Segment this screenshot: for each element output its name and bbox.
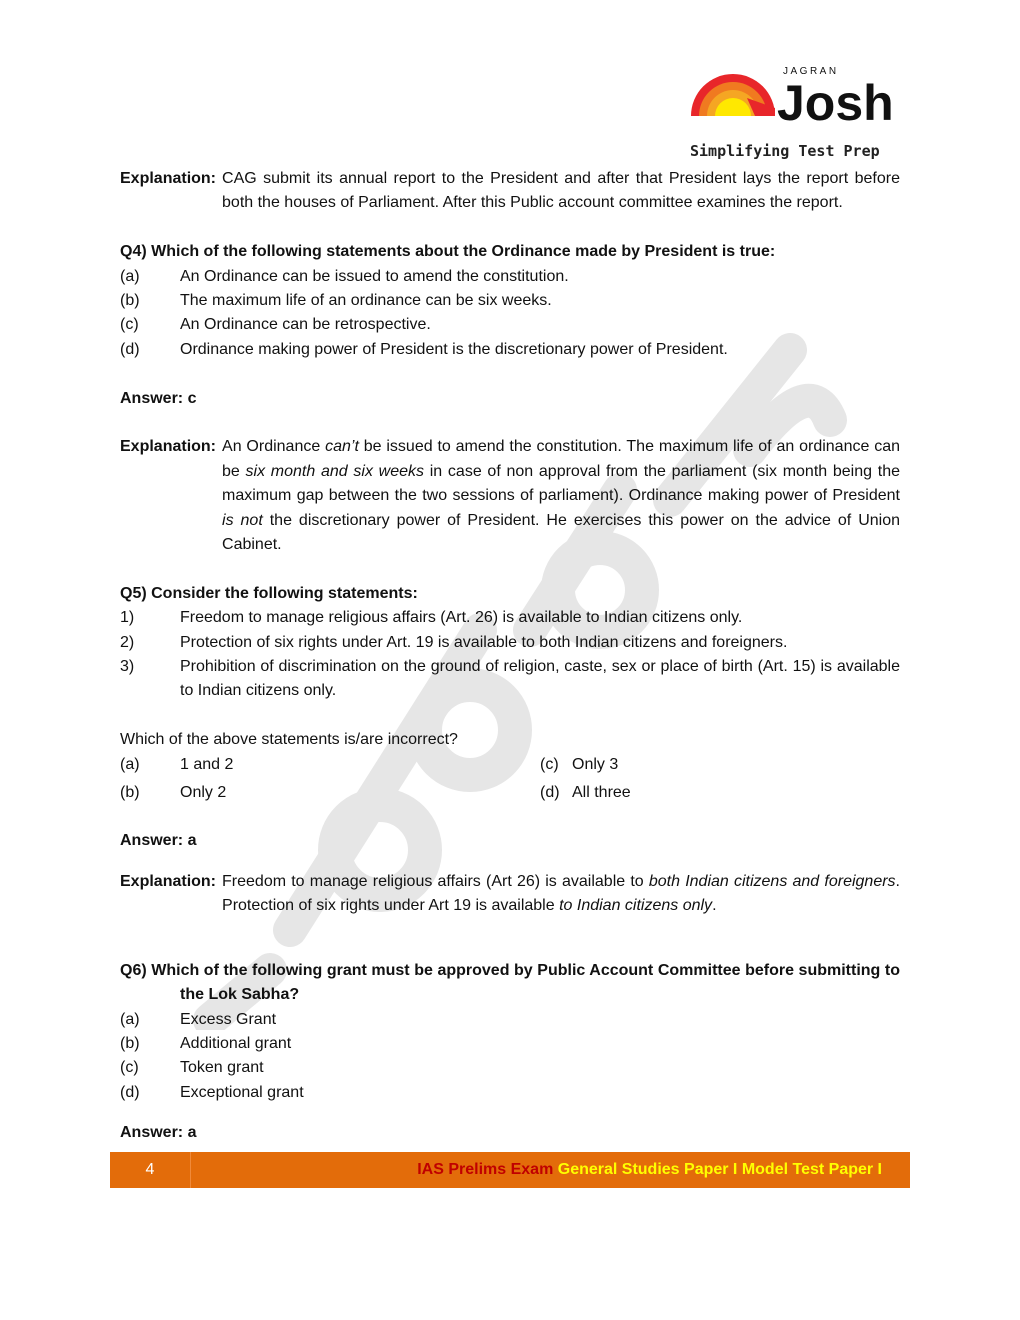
option-text: Excess Grant [180,1010,277,1028]
option-text: Only 2 [180,783,227,801]
page-footer [110,1152,910,1188]
svg-text:JAGRAN: JAGRAN [783,66,839,77]
explanation-q3: CAG submit its annual report to the President and after that President lays the report before both the houses of Parliament. After this Public account committee examines the report. [222,170,900,212]
page-number: 4 [110,1152,191,1188]
emphasis: six month and six weeks [245,462,425,480]
explanation-q5 [222,870,900,919]
explanation-label: Explanation: [120,872,217,890]
option-key: (c) [540,755,559,773]
text: in case of non approval from the parliament (six month being the maximum gap between the two sessions of parliament). Ordinance making power of President [222,462,900,505]
statement-key: 3) [120,658,135,676]
option-row [120,289,900,313]
emphasis: to Indian citizens only [559,897,713,915]
content [120,0,900,1146]
explanation-q3-block [120,167,900,216]
text: . [712,897,717,915]
q5-options [120,753,900,805]
svg-text:Simplifying Test Prep: Simplifying Test Prep [690,142,880,160]
option-key: (c) [120,1059,139,1077]
option-text: Token grant [180,1059,264,1077]
question-q6: Q6) Which of the following grant must be approved by Public Account Committee before submitting to the Lok Sabha? [120,961,900,1004]
option-row [120,313,900,337]
option-text: Additional grant [180,1034,292,1052]
option-key: (d) [120,1083,140,1101]
option-text: Exceptional grant [180,1083,304,1101]
explanation-label: Explanation: [120,438,217,456]
option-text: The maximum life of an ordinance can be six weeks. [180,292,552,310]
explanation-q4 [222,435,900,557]
option-key: (a) [120,1010,140,1028]
text: be issued to amend the constitution. The maximum life of an ordinance can be [222,438,901,480]
option-text: Only 3 [572,755,619,773]
option-text: Ordinance making power of President is the discretionary power of President. [180,340,728,358]
option-row [120,1056,900,1080]
option-key: (a) [120,267,140,285]
question-q4: Q4) Which of the following statements about the Ordinance made by President is true: [120,243,776,261]
option-row [120,1081,900,1105]
option-key: (d) [120,340,140,358]
text: Freedom to manage religious affairs (Art 26) is available to [222,872,649,890]
explanation-label: Explanation: [120,170,217,187]
explanation-q4-block [120,435,900,557]
answer-q4: Answer: c [120,389,197,407]
option-row [120,1032,900,1056]
statement-key: 1) [120,609,135,627]
option-key: (a) [120,755,140,773]
footer-title [417,1152,882,1188]
option-key: (c) [120,316,139,334]
option-row [120,338,900,362]
option-text: All three [572,783,631,801]
text: . Protection of six rights under Art 19 is available [222,872,900,915]
statement-text: Protection of six rights under Art. 19 is available to both Indian citizens and foreigners. [180,633,788,651]
text: the discretionary power of President. He exercises this power on the advice of Union Cabinet. [222,511,900,554]
statement-row [120,655,900,704]
footer-paper: General Studies Paper I Model Test Paper I [557,1160,882,1178]
option-key: (b) [120,783,140,801]
statement-text: Freedom to manage religious affairs (Art. 26) is available to Indian citizens only. [180,609,743,627]
statement-key: 2) [120,633,135,651]
option-text: 1 and 2 [180,755,234,773]
statement-text: Prohibition of discrimination on the ground of religion, caste, sex or place of birth (Art. 15) is available to Indian citizens only. [180,658,900,700]
statement-row [120,631,900,655]
statement-row [120,606,900,630]
text: An Ordinance [222,438,326,456]
option-row [120,265,900,289]
svg-text:Josh: Josh [777,75,894,131]
q5-prompt: Which of the above statements is/are incorrect? [120,731,458,749]
option-key: (d) [540,783,560,801]
emphasis: is not [222,511,263,529]
option-key: (b) [120,292,140,310]
emphasis: can’t [325,438,359,456]
option-text: An Ordinance can be retrospective. [180,316,431,334]
answer-q6: Answer: a [120,1124,197,1142]
option-text: An Ordinance can be issued to amend the constitution. [180,267,569,285]
explanation-q5-block [120,870,900,919]
footer-exam: IAS Prelims Exam [417,1160,554,1178]
answer-q5: Answer: a [120,832,197,850]
emphasis: both Indian citizens and foreigners [648,872,896,890]
option-row [120,1008,900,1032]
question-q5: Q5) Consider the following statements: [120,584,418,602]
option-key: (b) [120,1034,140,1052]
